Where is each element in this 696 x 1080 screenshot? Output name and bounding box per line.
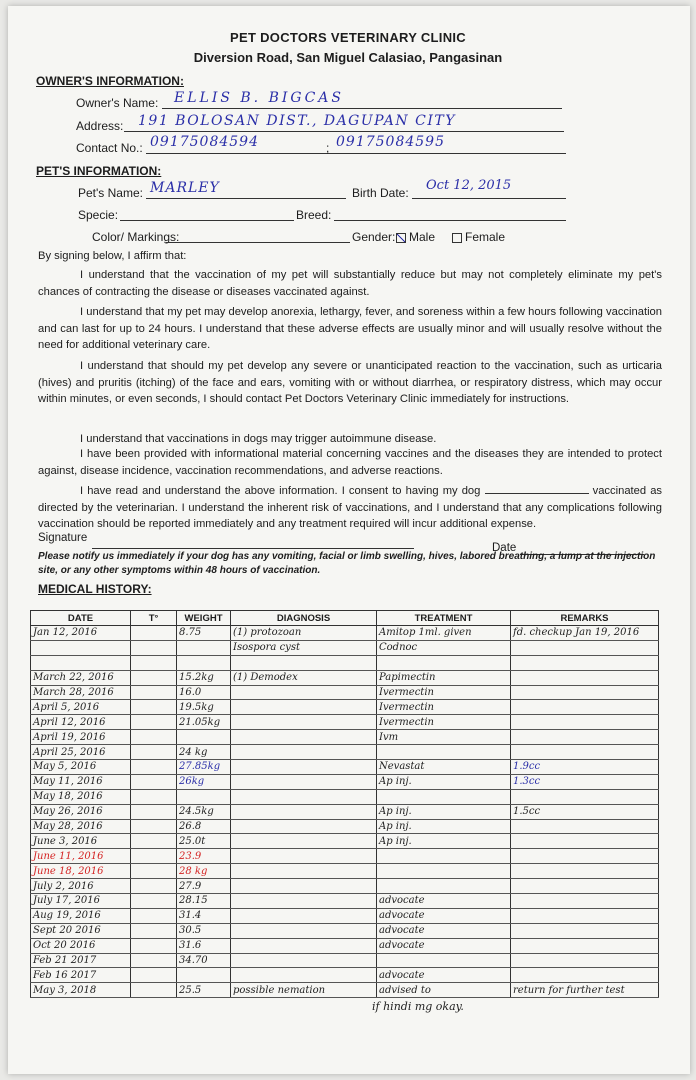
- contact-value-2[interactable]: 09175084595: [336, 134, 445, 150]
- cell-diagnosis[interactable]: [231, 953, 377, 968]
- cell-t[interactable]: [131, 983, 177, 998]
- cell-diagnosis[interactable]: [231, 968, 377, 983]
- consent-p4-text: I understand that vaccinations in dogs may trigger autoimmune disease.: [80, 433, 437, 445]
- cell-weight[interactable]: [177, 968, 231, 983]
- cell-remarks[interactable]: [511, 849, 659, 864]
- cell-t[interactable]: [131, 953, 177, 968]
- cell-weight[interactable]: 8.75: [177, 626, 231, 641]
- cell-treatment[interactable]: [377, 849, 511, 864]
- cell-weight[interactable]: 23.9: [177, 849, 231, 864]
- gender-male-option[interactable]: [396, 230, 435, 244]
- cell-date[interactable]: [31, 640, 131, 655]
- cell-t[interactable]: [131, 849, 177, 864]
- clinic-address: Diversion Road, San Miguel Calasiao, Pangasinan: [193, 50, 503, 65]
- cell-date[interactable]: Feb 21 2017: [31, 953, 131, 968]
- cell-diagnosis[interactable]: Isospora cyst: [231, 640, 377, 655]
- cell-date[interactable]: April 25, 2016: [31, 745, 131, 760]
- cell-treatment[interactable]: Ap inj.: [377, 804, 511, 819]
- cell-weight[interactable]: 15.2kg: [177, 670, 231, 685]
- cell-date[interactable]: June 11, 2016: [31, 849, 131, 864]
- medical-history-title: MEDICAL HISTORY:: [38, 582, 152, 596]
- cell-t[interactable]: [131, 819, 177, 834]
- cell-date[interactable]: Oct 20 2016: [31, 938, 131, 953]
- contact-line: [146, 153, 566, 154]
- cell-diagnosis[interactable]: [231, 700, 377, 715]
- cell-t[interactable]: [131, 908, 177, 923]
- table-row: [31, 789, 659, 804]
- cell-date[interactable]: July 2, 2016: [31, 879, 131, 894]
- cell-treatment[interactable]: [377, 864, 511, 879]
- cell-t[interactable]: [131, 670, 177, 685]
- cell-treatment[interactable]: Ivermectin: [377, 715, 511, 730]
- date-label: Date: [492, 542, 517, 554]
- cell-weight[interactable]: [177, 640, 231, 655]
- footnote-text: if hindi mg okay.: [372, 1000, 464, 1013]
- table-row: [31, 849, 659, 864]
- pet-section-title: PET'S INFORMATION:: [36, 164, 162, 178]
- table-row: [31, 745, 659, 760]
- birth-date-label: Birth Date:: [352, 186, 409, 200]
- cell-remarks[interactable]: [511, 715, 659, 730]
- table-row: [31, 834, 659, 849]
- cell-treatment[interactable]: [377, 789, 511, 804]
- contact-value-1[interactable]: 09175084594: [150, 134, 259, 150]
- cell-treatment[interactable]: Ap inj.: [377, 819, 511, 834]
- cell-t[interactable]: [131, 923, 177, 938]
- cell-treatment[interactable]: Ap inj.: [377, 774, 511, 789]
- consent-p6a-text: I have read and understand the above information. I consent to having my dog: [80, 485, 481, 497]
- cell-weight[interactable]: 26.8: [177, 819, 231, 834]
- gender-male-label: Male: [409, 230, 436, 244]
- cell-diagnosis[interactable]: [231, 804, 377, 819]
- cell-t[interactable]: [131, 626, 177, 641]
- cell-t[interactable]: [131, 700, 177, 715]
- color-label: Color/ Markings:: [92, 230, 180, 244]
- cell-date[interactable]: June 3, 2016: [31, 834, 131, 849]
- cell-diagnosis[interactable]: [231, 849, 377, 864]
- cell-date[interactable]: May 28, 2016: [31, 819, 131, 834]
- cell-weight[interactable]: 27.85kg: [177, 760, 231, 775]
- cell-treatment[interactable]: advised to: [377, 983, 511, 998]
- cell-remarks[interactable]: [511, 819, 659, 834]
- table-row: [31, 953, 659, 968]
- cell-diagnosis[interactable]: [231, 774, 377, 789]
- cell-treatment[interactable]: Ivm: [377, 730, 511, 745]
- table-row: [31, 774, 659, 789]
- col-remarks: REMARKS: [511, 611, 659, 626]
- consent-paragraph-1: [38, 267, 662, 300]
- cell-t[interactable]: [131, 834, 177, 849]
- cell-treatment[interactable]: Ivermectin: [377, 700, 511, 715]
- cell-date[interactable]: Sept 20 2016: [31, 923, 131, 938]
- cell-weight[interactable]: 25.0t: [177, 834, 231, 849]
- consent-paragraph-6: [38, 483, 662, 533]
- cell-weight[interactable]: 30.5: [177, 923, 231, 938]
- cell-diagnosis[interactable]: [231, 730, 377, 745]
- cell-remarks[interactable]: [511, 685, 659, 700]
- cell-diagnosis[interactable]: [231, 819, 377, 834]
- table-row: [31, 908, 659, 923]
- cell-date[interactable]: July 17, 2016: [31, 894, 131, 909]
- cell-diagnosis[interactable]: possible nemation: [231, 983, 377, 998]
- cell-remarks[interactable]: [511, 879, 659, 894]
- cell-diagnosis[interactable]: [231, 655, 377, 670]
- cell-remarks[interactable]: [511, 834, 659, 849]
- cell-t[interactable]: [131, 745, 177, 760]
- cell-treatment[interactable]: [377, 953, 511, 968]
- cell-remarks[interactable]: [511, 700, 659, 715]
- owner-section-title: OWNER'S INFORMATION:: [36, 74, 184, 88]
- gender-label: Gender:: [352, 230, 396, 244]
- signature-label: Signature: [38, 532, 88, 544]
- owner-name-value[interactable]: ELLIS B. BIGCAS: [174, 90, 344, 106]
- table-row: [31, 655, 659, 670]
- table-row: [31, 938, 659, 953]
- cell-date[interactable]: April 19, 2016: [31, 730, 131, 745]
- cell-remarks[interactable]: [511, 655, 659, 670]
- cell-diagnosis[interactable]: [231, 864, 377, 879]
- cell-weight[interactable]: 21.05kg: [177, 715, 231, 730]
- cell-date[interactable]: Aug 19, 2016: [31, 908, 131, 923]
- cell-weight[interactable]: 28 kg: [177, 864, 231, 879]
- cell-remarks[interactable]: [511, 968, 659, 983]
- address-line: [124, 131, 564, 132]
- consent-p2-text: I understand that my pet may develop anorexia, lethargy, fever, and soreness within a few hours following vaccination and can last for up to 24 hours. I understand that these adverse effects are usually minor and will usually resolve without the need for additional veterinary care.: [38, 306, 662, 352]
- table-row: [31, 923, 659, 938]
- cell-diagnosis[interactable]: [231, 908, 377, 923]
- cell-date[interactable]: May 5, 2016: [31, 760, 131, 775]
- cell-date[interactable]: Jan 12, 2016: [31, 626, 131, 641]
- cell-date[interactable]: May 18, 2016: [31, 789, 131, 804]
- cell-remarks[interactable]: [511, 908, 659, 923]
- table-row: [31, 894, 659, 909]
- cell-weight[interactable]: [177, 789, 231, 804]
- cell-t[interactable]: [131, 685, 177, 700]
- cell-date[interactable]: May 11, 2016: [31, 774, 131, 789]
- address-label: Address:: [76, 119, 124, 133]
- table-row: [31, 760, 659, 775]
- consent-p5-text: I have been provided with informational material concerning vaccines and the diseases they are intended to protect against, disease incidence, vaccination recommendations, and adverse reactions.: [38, 448, 662, 477]
- cell-weight[interactable]: 34.70: [177, 953, 231, 968]
- cell-remarks[interactable]: fd. checkup Jan 19, 2016: [511, 626, 659, 641]
- cell-remarks[interactable]: 1.3cc: [511, 774, 659, 789]
- consent-paragraph-5: [38, 446, 662, 479]
- cell-t[interactable]: [131, 968, 177, 983]
- col-weight: WEIGHT: [177, 611, 231, 626]
- table-row: [31, 715, 659, 730]
- dog-blank[interactable]: [485, 493, 589, 494]
- cell-t[interactable]: [131, 774, 177, 789]
- table-header-row: [31, 611, 659, 626]
- pet-name-value[interactable]: MARLEY: [150, 180, 220, 196]
- cell-treatment[interactable]: advocate: [377, 923, 511, 938]
- cell-diagnosis[interactable]: [231, 834, 377, 849]
- cell-treatment[interactable]: [377, 655, 511, 670]
- cell-t[interactable]: [131, 730, 177, 745]
- table-row: [31, 700, 659, 715]
- medical-history-table: [30, 610, 659, 998]
- cell-diagnosis[interactable]: [231, 715, 377, 730]
- cell-weight[interactable]: 25.5: [177, 983, 231, 998]
- cell-remarks[interactable]: 1.5cc: [511, 804, 659, 819]
- consent-paragraph-2: [38, 304, 662, 354]
- cell-treatment[interactable]: [377, 879, 511, 894]
- color-line: [166, 242, 350, 243]
- cell-treatment[interactable]: advocate: [377, 894, 511, 909]
- cell-weight[interactable]: 27.9: [177, 879, 231, 894]
- cell-remarks[interactable]: [511, 789, 659, 804]
- contact-separator: ;: [326, 141, 330, 155]
- cell-treatment[interactable]: advocate: [377, 968, 511, 983]
- consent-p3-text: I understand that should my pet develop any severe or unanticipated reaction to the vaccination, such as urticaria (hives) and pruritis (itching) of the face and ears, vomiting with or without diarrhea, or respiratory distress, which may occur within minutes, or even seconds, I should contact Pet Doctors Veterinary Clinic immediately for instructions.: [38, 360, 662, 406]
- birth-date-line: [412, 198, 566, 199]
- address-value[interactable]: 191 BOLOSAN DIST., DAGUPAN CITY: [138, 113, 456, 129]
- table-row: [31, 730, 659, 745]
- cell-diagnosis[interactable]: (1) Demodex: [231, 670, 377, 685]
- col-diagnosis: DIAGNOSIS: [231, 611, 377, 626]
- cell-weight[interactable]: 24.5kg: [177, 804, 231, 819]
- notice-text: Please notify us immediately if your dog has any vomiting, facial or limb swelling, hives, labored breathing, a lump at the injection site, or any other symptoms within 48 hours of vaccination.: [38, 551, 656, 576]
- cell-weight[interactable]: 19.5kg: [177, 700, 231, 715]
- cell-weight[interactable]: 26kg: [177, 774, 231, 789]
- cell-weight[interactable]: 16.0: [177, 685, 231, 700]
- cell-date[interactable]: March 22, 2016: [31, 670, 131, 685]
- cell-remarks[interactable]: [511, 894, 659, 909]
- table-row: [31, 879, 659, 894]
- birth-date-value[interactable]: Oct 12, 2015: [426, 178, 512, 193]
- col-treatment: TREATMENT: [377, 611, 511, 626]
- cell-remarks[interactable]: [511, 923, 659, 938]
- breed-label: Breed:: [296, 208, 332, 222]
- breed-line: [334, 220, 566, 221]
- table-row: [31, 640, 659, 655]
- cell-diagnosis[interactable]: [231, 923, 377, 938]
- cell-weight[interactable]: 31.6: [177, 938, 231, 953]
- cell-treatment[interactable]: advocate: [377, 938, 511, 953]
- cell-treatment[interactable]: Amitop 1ml. given: [377, 626, 511, 641]
- cell-t[interactable]: [131, 864, 177, 879]
- cell-t[interactable]: [131, 789, 177, 804]
- table-row: [31, 685, 659, 700]
- cell-treatment[interactable]: Ivermectin: [377, 685, 511, 700]
- cell-date[interactable]: June 18, 2016: [31, 864, 131, 879]
- table-row: [31, 670, 659, 685]
- cell-t[interactable]: [131, 804, 177, 819]
- pet-name-line: [146, 198, 346, 199]
- cell-t[interactable]: [131, 715, 177, 730]
- medical-history-body: [31, 626, 659, 998]
- cell-weight[interactable]: 24 kg: [177, 745, 231, 760]
- table-row: [31, 864, 659, 879]
- owner-name-label: Owner's Name:: [76, 96, 159, 110]
- table-row: [31, 626, 659, 641]
- cell-date[interactable]: Feb 16 2017: [31, 968, 131, 983]
- cell-weight[interactable]: 28.15: [177, 894, 231, 909]
- cell-remarks[interactable]: [511, 745, 659, 760]
- col-date: DATE: [31, 611, 131, 626]
- gender-female-option[interactable]: [452, 230, 505, 244]
- cell-t[interactable]: [131, 655, 177, 670]
- cell-treatment[interactable]: Papimectin: [377, 670, 511, 685]
- cell-remarks[interactable]: [511, 938, 659, 953]
- male-checkbox-checked[interactable]: [396, 233, 406, 243]
- cell-remarks[interactable]: [511, 670, 659, 685]
- table-row: [31, 819, 659, 834]
- cell-t[interactable]: [131, 760, 177, 775]
- cell-treatment[interactable]: advocate: [377, 908, 511, 923]
- consent-paragraph-3: [38, 358, 662, 408]
- cell-remarks[interactable]: 1.9cc: [511, 760, 659, 775]
- cell-remarks[interactable]: [511, 953, 659, 968]
- table-row: [31, 983, 659, 998]
- cell-date[interactable]: April 12, 2016: [31, 715, 131, 730]
- cell-weight[interactable]: [177, 730, 231, 745]
- cell-diagnosis[interactable]: [231, 938, 377, 953]
- table-row: [31, 968, 659, 983]
- consent-p1-text: I understand that the vaccination of my pet will substantially reduce but may not completely eliminate my pet's chances of contracting the disease or diseases vaccinated against.: [38, 269, 662, 298]
- cell-treatment[interactable]: Codnoc: [377, 640, 511, 655]
- cell-date[interactable]: March 28, 2016: [31, 685, 131, 700]
- signature-line[interactable]: [92, 548, 414, 549]
- cell-weight[interactable]: 31.4: [177, 908, 231, 923]
- cell-diagnosis[interactable]: [231, 879, 377, 894]
- cell-t[interactable]: [131, 894, 177, 909]
- cell-date[interactable]: [31, 655, 131, 670]
- cell-diagnosis[interactable]: [231, 745, 377, 760]
- cell-diagnosis[interactable]: [231, 894, 377, 909]
- consent-p6b-text: vaccinated as directed by the veterinarian. I understand the inherent risk of vaccinations, and I understand that any complications following vaccination should be reported immediately and any treatment required will incur additional expense.: [38, 485, 663, 531]
- cell-diagnosis[interactable]: [231, 760, 377, 775]
- cell-treatment[interactable]: Ap inj.: [377, 834, 511, 849]
- consent-intro: By signing below, I affirm that:: [38, 250, 187, 262]
- specie-line: [120, 220, 294, 221]
- cell-t[interactable]: [131, 938, 177, 953]
- cell-t[interactable]: [131, 879, 177, 894]
- cell-remarks[interactable]: return for further test: [511, 983, 659, 998]
- cell-remarks[interactable]: [511, 640, 659, 655]
- cell-t[interactable]: [131, 640, 177, 655]
- col-temp: T°: [131, 611, 177, 626]
- cell-treatment[interactable]: [377, 745, 511, 760]
- cell-remarks[interactable]: [511, 730, 659, 745]
- cell-date[interactable]: May 3, 2018: [31, 983, 131, 998]
- contact-label: Contact No.:: [76, 141, 143, 155]
- specie-label: Specie:: [78, 208, 119, 222]
- cell-diagnosis[interactable]: [231, 685, 377, 700]
- female-checkbox[interactable]: [452, 233, 462, 243]
- cell-weight[interactable]: [177, 655, 231, 670]
- cell-date[interactable]: April 5, 2016: [31, 700, 131, 715]
- owner-name-line: [162, 108, 562, 109]
- pet-name-label: Pet's Name:: [78, 186, 143, 200]
- gender-female-label: Female: [465, 230, 506, 244]
- cell-date[interactable]: May 26, 2016: [31, 804, 131, 819]
- clinic-name: PET DOCTORS VETERINARY CLINIC: [230, 30, 466, 45]
- table-row: [31, 804, 659, 819]
- cell-treatment[interactable]: Nevastat: [377, 760, 511, 775]
- cell-diagnosis[interactable]: [231, 789, 377, 804]
- cell-remarks[interactable]: [511, 864, 659, 879]
- cell-diagnosis[interactable]: (1) protozoan: [231, 626, 377, 641]
